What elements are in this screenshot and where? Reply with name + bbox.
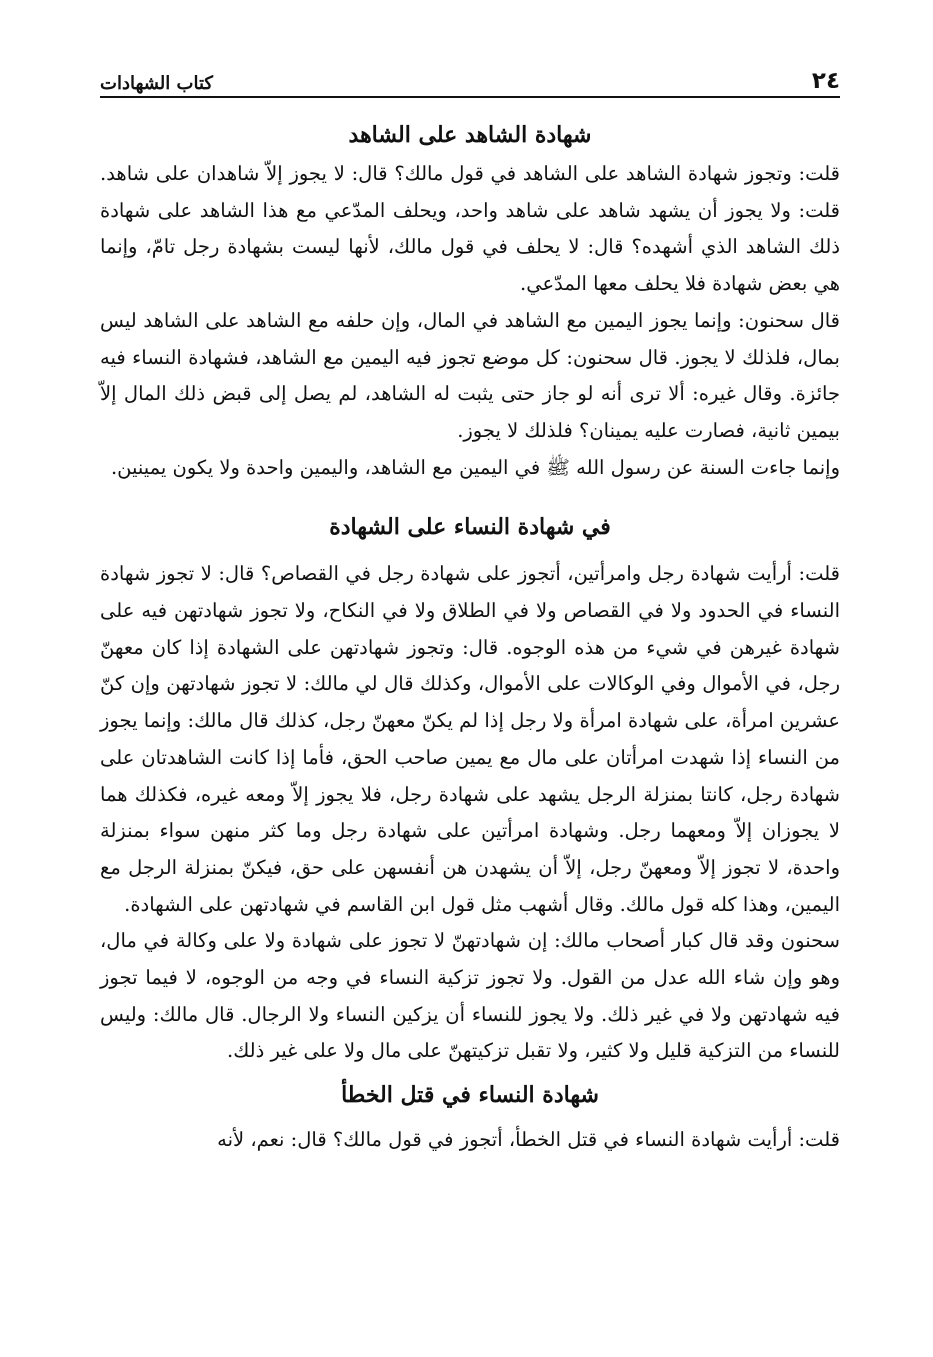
- section-heading: شهادة الشاهد على الشاهد: [348, 122, 592, 148]
- paragraph: سحنون وقد قال كبار أصحاب مالك: إن شهادتهنّ لا تجوز على شهادة ولا على وكالة في مال، وهو وإن شاء الله عدل من القول. ولا تجوز تزكية النساء في وجه من الوجوه، لا فيما تجوز فيه شهادتهن ولا في غير ذلك. ولا يجوز للنساء أن يزكين النساء ولا الرجال. قال مالك: وليس للنساء من التزكية قليل ولا كثير، ولا تقبل تزكيتهنّ على مال ولا على غير ذلك.: [100, 929, 840, 1063]
- section-heading: شهادة النساء في قتل الخطأ: [341, 1082, 599, 1109]
- paragraph: وإنما جاءت السنة عن رسول الله ﷺ في اليمين مع الشاهد، واليمين واحدة ولا يكون يمينين.: [110, 455, 840, 479]
- paragraph: قلت: أرأيت شهادة النساء في قتل الخطأ، أتجوز في قول مالك؟ قال: نعم، لأنه: [217, 1128, 840, 1152]
- paragraph: قلت: أرأيت شهادة رجل وامرأتين، أتجوز على شهادة رجل في القصاص؟ قال: لا تجوز شهادة النساء في الحدود ولا في القصاص ولا في الطلاق ولا في النكاح، ولا تجوز شهادتهن فيه على شهادة غيرهن في شيء من هذه الوجوه. قال: وتجوز شهادتهن على الشهادة إذا كان معهنّ رجل، في الأموال وفي الوكالات على الأموال، وكذلك قال لي مالك: لا تجوز شهادتهن وإن كنّ عشرين امرأة، على شهادة امرأة ولا رجل إذا لم يكنّ معهنّ رجل، كذلك قال مالك: وإنما يجوز من النساء إذا شهدت امرأتان على مال مع يمين صاحب الحق، فأما إذا كانت الشاهدتان على شهادة رجل، كانتا بمنزلة الرجل يشهد على شهادة رجل، فلا يجوز إلاّ ومعه غيره، فكذلك هما لا يجوزان إلاّ ومعهما رجل. وشهادة امرأتين على شهادة رجل وما كثر منهن سواء بمنزلة واحدة، لا تجوز إلاّ ومعهنّ رجل، إلاّ أن يشهدن هن أنفسهن على حق، فيكنّ بمنزلة الرجل مع اليمين، وهذا كله قول مالك. وقال أشهب مثل قول ابن القاسم في شهادتهن على الشهادة.: [100, 562, 840, 916]
- paragraph: قلت: وتجوز شهادة الشاهد على الشاهد في قول مالك؟ قال: لا يجوز إلاّ شاهدان على شاهد. قلت: ولا يجوز أن يشهد شاهد على شاهد واحد، ويحلف المدّعي مع هذا الشاهد على شهادة ذلك الشاهد الذي أشهده؟ قال: لا يحلف في قول مالك، لأنها ليست بشهادة رجل تامّ، وإنما هي بعض شهادة فلا يحلف معها المدّعي.: [100, 162, 841, 296]
- running-header: [100, 60, 840, 98]
- paragraph: قال سحنون: وإنما يجوز اليمين مع الشاهد في المال، وإن حلفه مع الشاهد على الشاهد ليس بمال، فلذلك لا يجوز. قال سحنون: كل موضع تجوز فيه اليمين مع الشاهد، فشهادة النساء فيه جائزة. وقال غيره: ألا ترى أنه لو جاز حتى يثبت له الشاهد، لم يصل إلى قبض ذلك المال إلاّ بيمين ثانية، فصارت عليه يمينان؟ فلذلك لا يجوز.: [100, 308, 840, 442]
- section-heading: في شهادة النساء على الشهادة: [329, 514, 611, 541]
- page-number: ٢٤: [811, 68, 840, 94]
- page-body: [100, 114, 840, 1159]
- book-title: كتاب الشهادات: [100, 73, 213, 94]
